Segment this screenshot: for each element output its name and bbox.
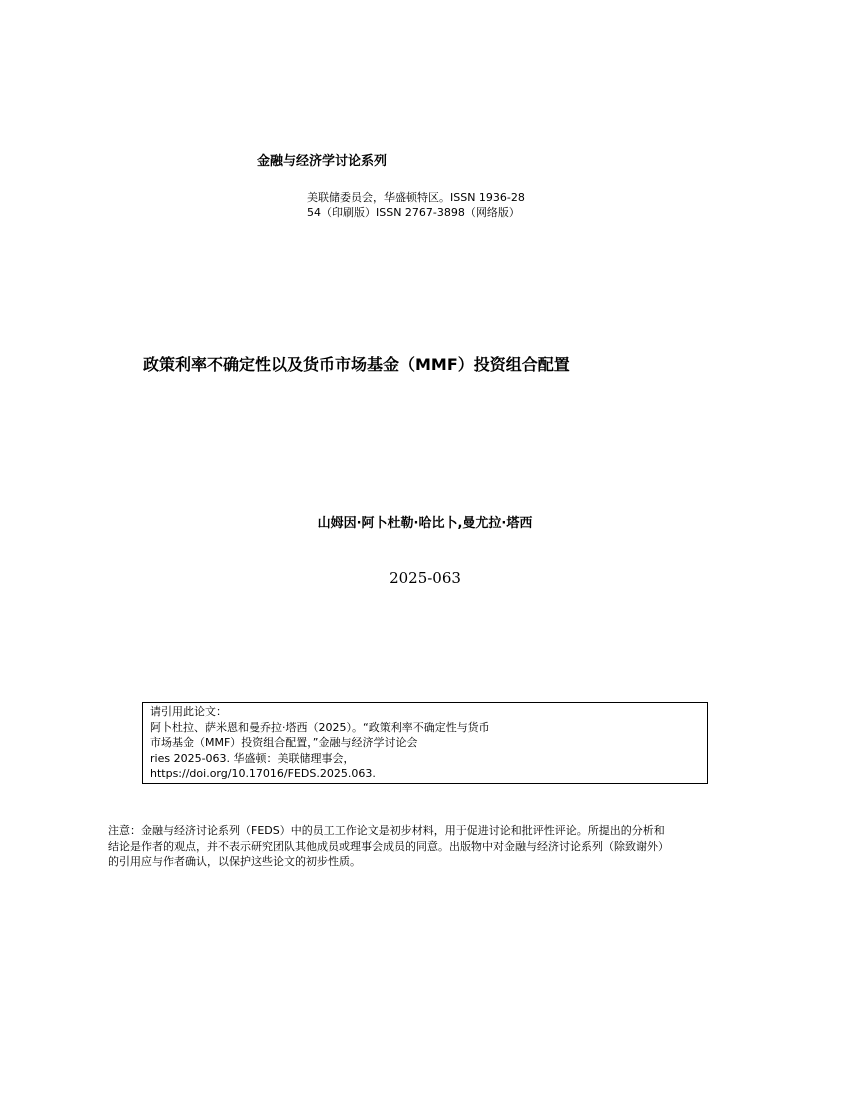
citation-doi-link[interactable]: https://doi.org/10.17016/FEDS.2025.063. (150, 767, 376, 780)
citation-line: 阿卜杜拉、萨米恩和曼乔拉·塔西（2025）。“政策利率不确定性与货币 (150, 720, 490, 734)
publisher-info (307, 190, 567, 220)
paper-number: 2025-063 (389, 569, 461, 587)
citation-line: ries 2025-063. 华盛顿：美联储理事会， (150, 751, 355, 765)
note-line: 的引用应与作者确认，以保护这些论文的初步性质。 (108, 855, 361, 868)
series-title: 金融与经济学讨论系列 (257, 154, 388, 169)
publisher-line: 54（印刷版）ISSN 2767-3898（网络版） (307, 206, 520, 219)
publisher-line: 美联储委员会，华盛顿特区。ISSN 1936-28 (307, 191, 525, 204)
disclaimer-note (108, 823, 748, 870)
note-line: 结论是作者的观点，并不表示研究团队其他成员或理事会成员的同意。出版物中对金融与经济讨论系列（除致谢外） (108, 839, 669, 853)
citation-box (142, 702, 708, 784)
paper-authors: 山姆因·阿卜杜勒·哈比卜,曼尤拉·塔西 (317, 516, 533, 531)
note-line: 注意：金融与经济讨论系列（FEDS）中的员工工作论文是初步材料，用于促进讨论和批评性评论。所提出的分析和 (108, 824, 665, 837)
paper-title: 政策利率不确定性以及货币市场基金（MMF）投资组合配置 (143, 355, 570, 374)
citation-line: 市场基金（MMF）投资组合配置，”金融与经济学讨论会 (150, 736, 418, 749)
citation-heading: 请引用此论文： (150, 705, 227, 718)
